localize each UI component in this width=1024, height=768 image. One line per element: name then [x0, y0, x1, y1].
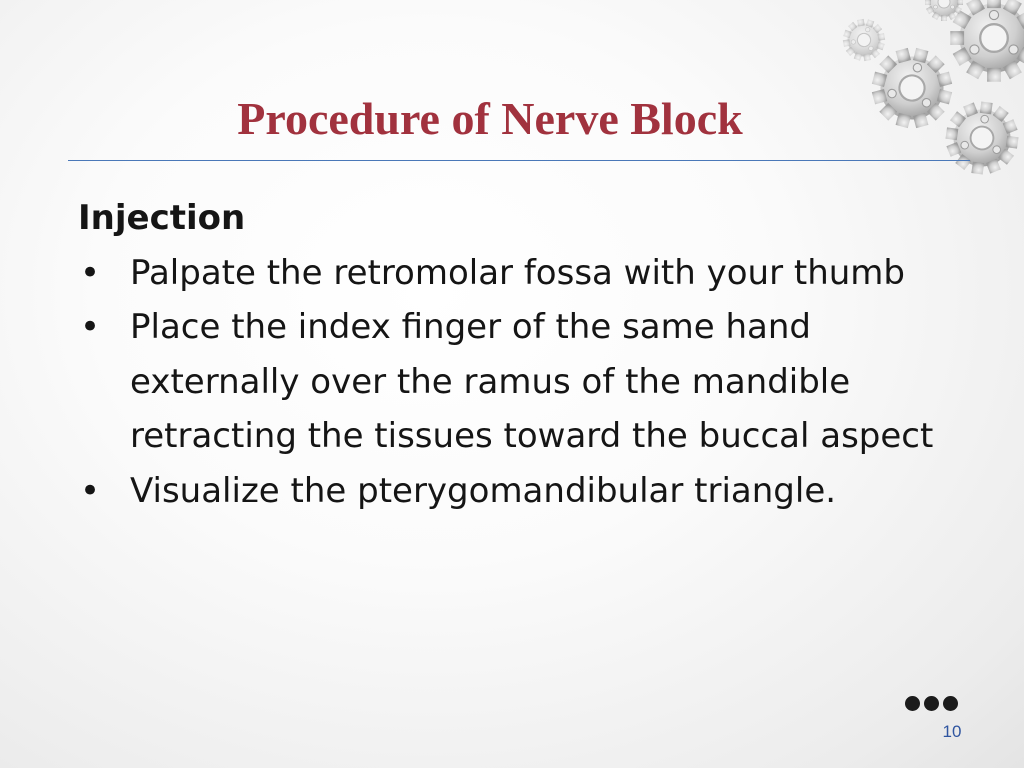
page-number: 10	[942, 722, 962, 741]
bullet-icon: •	[80, 252, 101, 293]
bullet-list	[78, 246, 938, 519]
bullet-icon: •	[80, 307, 101, 347]
bullet-text: Visualize the pterygomandibular triangle.	[130, 470, 837, 511]
dot	[905, 696, 920, 711]
dot	[924, 696, 939, 711]
bullet-item	[78, 300, 938, 464]
bullet-text: Place the index finger of the same hand externally over the ramus of the mandible retracting the tissues toward the buccal aspect	[130, 307, 934, 456]
bullet-text: Palpate the retromolar fossa with your thumb	[130, 252, 906, 293]
section-heading: Injection	[78, 198, 246, 238]
bullet-item	[78, 246, 938, 301]
ellipsis-icon	[905, 696, 958, 711]
slide-body	[78, 191, 938, 518]
title-divider	[68, 160, 970, 161]
dot	[943, 696, 958, 711]
slide-title: Procedure of Nerve Block	[237, 93, 743, 144]
bullet-item	[78, 464, 938, 519]
bullet-icon: •	[80, 470, 101, 511]
